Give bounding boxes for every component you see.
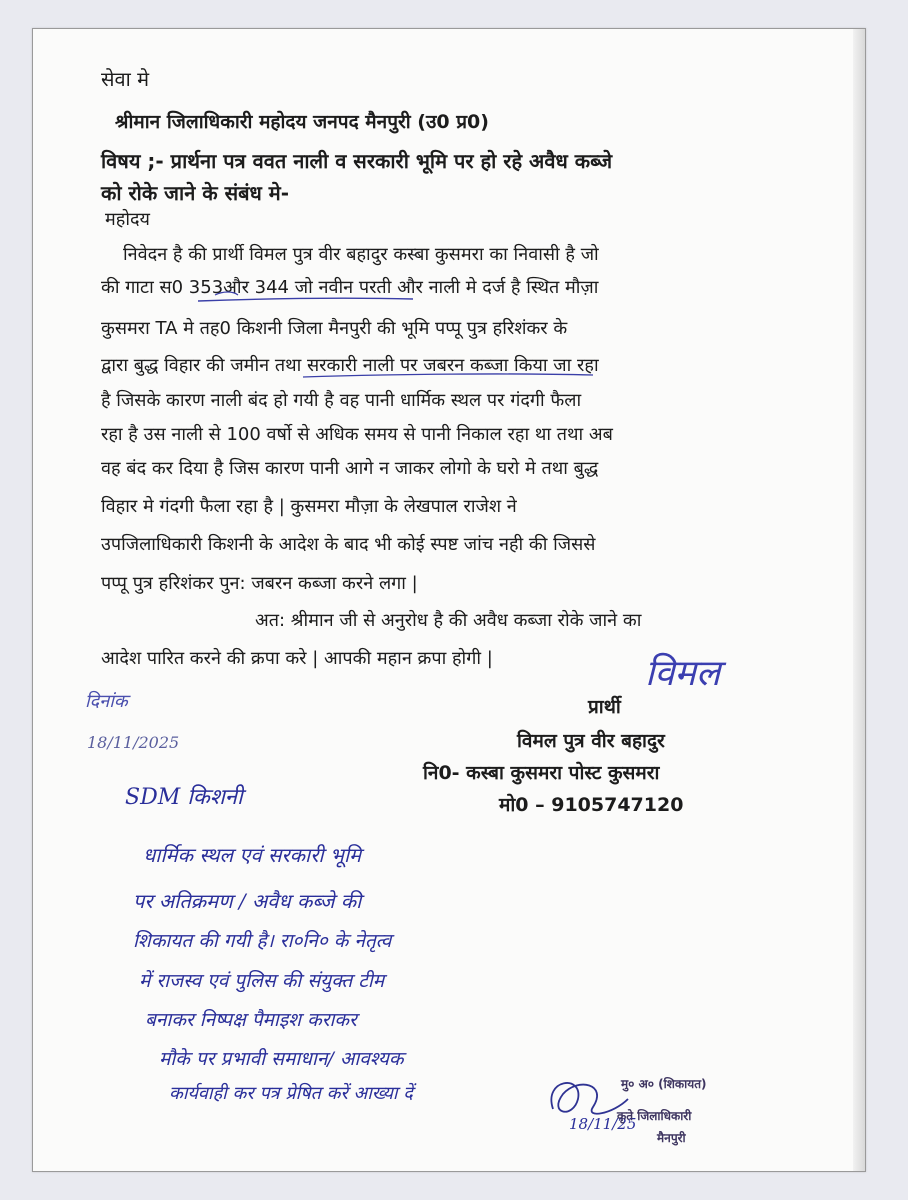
office-stamp-line2: कृते जिलाधिकारी <box>617 1109 692 1123</box>
office-stamp-line1: मु० अ० (शिकायत) <box>621 1077 707 1091</box>
endorsement-line: कार्यवाही कर पत्र प्रेषित करें आख्या दें <box>169 1083 413 1104</box>
applicant-mobile: मो0 – 9105747120 <box>499 794 684 816</box>
body-line: उपजिलाधिकारी किशनी के आदेश के बाद भी कोई स्पष्ट जांच नही की जिससे <box>101 534 596 555</box>
endorsement-line: धार्मिक स्थल एवं सरकारी भूमि <box>143 843 362 867</box>
endorsement-line: में राजस्व एवं पुलिस की संयुक्त टीम <box>139 970 385 992</box>
subject-line-1: विषय ;- प्रार्थना पत्र ववत नाली व सरकारी भूमि पर हो रहे अवैध कब्जे <box>101 149 613 173</box>
applicant-name: विमल पुत्र वीर बहादुर <box>517 730 665 752</box>
greeting: महोदय <box>105 209 150 230</box>
endorsement-line: मौके पर प्रभावी समाधान/ आवश्यक <box>159 1048 404 1070</box>
body-line: की गाटा स0 353और 344 जो नवीन परती और नाली मे दर्ज है स्थित मौज़ा <box>101 277 599 298</box>
paper-edge <box>853 29 865 1171</box>
date-value: 18/11/2025 <box>87 733 180 752</box>
request-line: आदेश पारित करने की क्रपा करे | आपकी महान क्रपा होगी | <box>101 648 493 669</box>
body-line: कुसमरा TA मे तह0 किशनी जिला मैनपुरी की भूमि पप्पू पुत्र हरिशंकर के <box>101 318 568 339</box>
addressee: श्रीमान जिलाधिकारी महोदय जनपद मैनपुरी (उ0 प्र0) <box>115 111 489 133</box>
body-line: रहा है उस नाली से 100 वर्षो से अधिक समय से पानी निकाल रहा था तथा अब <box>101 424 613 445</box>
endorsement-line: बनाकर निष्पक्ष पैमाइश कराकर <box>145 1009 357 1031</box>
office-stamp-line3: मैनपुरी <box>657 1131 686 1145</box>
applicant-title: प्रार्थी <box>588 696 621 718</box>
body-line: वह बंद कर दिया है जिस कारण पानी आगे न जाकर लोगो के घरो मे तथा बुद्ध <box>101 458 599 479</box>
body-line: द्वारा बुद्ध विहार की जमीन तथा सरकारी नाली पर जबरन कब्जा किया जा रहा <box>101 355 599 376</box>
endorsement-date: 18/11/25 <box>569 1115 637 1133</box>
applicant-signature: विमल <box>645 653 721 694</box>
letter-page <box>32 28 866 1172</box>
body-line: पप्पू पुत्र हरिशंकर पुन: जबरन कब्जा करने लगा | <box>101 573 418 594</box>
body-line: निवेदन है की प्रार्थी विमल पुत्र वीर बहादुर कस्बा कुसमरा का निवासी है जो <box>123 244 599 265</box>
salutation-to: सेवा मे <box>101 67 150 91</box>
endorsement-line: पर अतिक्रमण / अवैध कब्जे की <box>133 889 362 913</box>
endorsement-line: शिकायत की गयी है। रा०नि० के नेतृत्व <box>133 930 392 952</box>
subject-line-2: को रोके जाने के संबंध मे- <box>101 181 290 205</box>
pen-underlines <box>33 29 865 409</box>
body-line: है जिसके कारण नाली बंद हो गयी है वह पानी धार्मिक स्थल पर गंदगी फैला <box>101 390 582 411</box>
applicant-address: नि0- कस्बा कुसमरा पोस्ट कुसमरा <box>423 762 660 784</box>
body-line: विहार मे गंदगी फैला रहा है | कुसमरा मौज़ा के लेखपाल राजेश ने <box>101 496 517 517</box>
request-line: अत: श्रीमान जी से अनुरोध है की अवैध कब्जा रोके जाने का <box>255 610 642 631</box>
date-label: दिनांक <box>85 691 128 712</box>
endorsement-to: SDM किशनी <box>125 785 243 810</box>
